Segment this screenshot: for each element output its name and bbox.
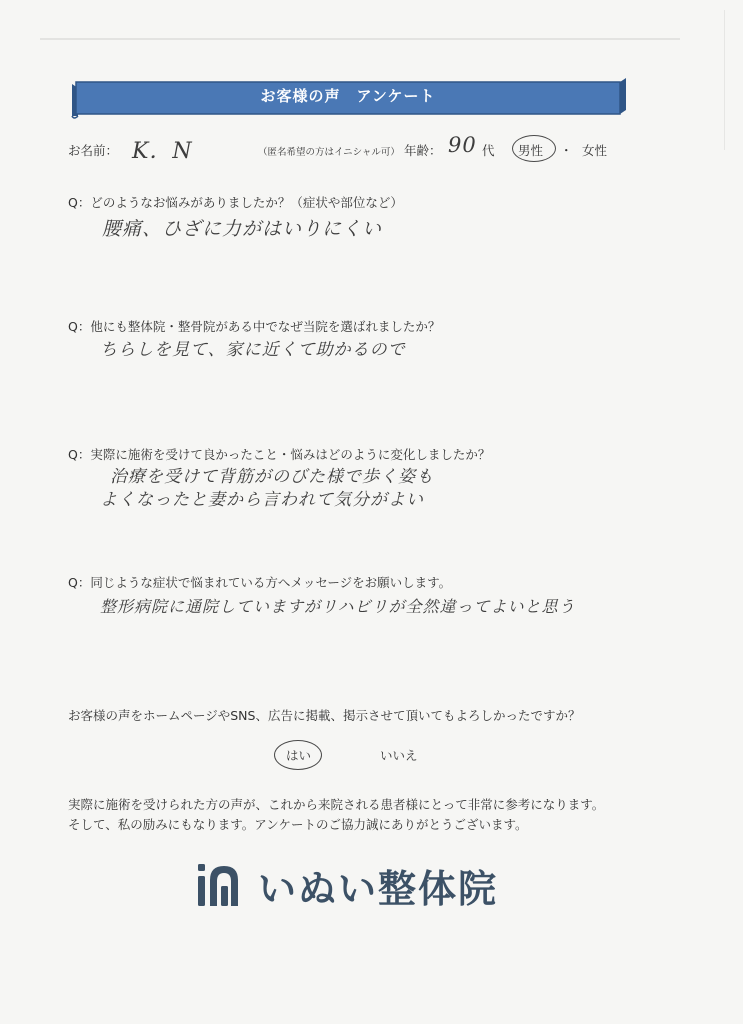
question-2: Q：他にも整体院・整骨院がある中でなぜ当院を選ばれましたか？ <box>68 319 441 334</box>
closing-line-1: 実際に施術を受けられた方の声が、これから来院される患者様にとって非常に参考になります。 <box>68 797 605 812</box>
answer-3-line-2: よくなったと妻から言われて気分がよい <box>100 490 424 510</box>
age-label: 年齢： <box>404 143 442 158</box>
closing-line-2: そして、私の励みにもなります。アンケートのご協力誠にありがとうございます。 <box>68 817 528 832</box>
answer-2-line-1: ちらしを見て、家に近くて助かるので <box>100 340 406 360</box>
question-1: Q：どのようなお悩みがありましたか？（症状や部位など） <box>68 195 403 210</box>
age-value: 90 <box>448 133 477 157</box>
answer-1-line-1: 腰痛、ひざに力がはいりにくい <box>102 218 383 240</box>
consent-no-option[interactable]: いいえ <box>380 748 418 763</box>
question-4: Q：同じような症状で悩まれている方へメッセージをお願いします。 <box>68 575 452 590</box>
gender-male-option[interactable]: 男性 <box>518 143 544 158</box>
name-label: お名前： <box>68 143 119 158</box>
title-banner <box>68 76 628 120</box>
consent-yes-option[interactable]: はい <box>286 748 312 763</box>
clinic-logo <box>196 858 536 914</box>
scan-edge <box>40 38 680 40</box>
name-note: （匿名希望の方はイニシャル可） <box>258 147 400 158</box>
clinic-name: いぬい整体院 <box>258 867 499 911</box>
clinic-logo-icon <box>196 860 244 910</box>
scan-edge <box>724 10 725 150</box>
page-title: お客様の声 アンケート <box>260 87 436 105</box>
gender-female-option[interactable]: 女性 <box>582 143 608 158</box>
age-unit: 代 <box>482 143 495 158</box>
answer-3-line-1: 治療を受けて背筋がのびた様で歩く姿も <box>110 467 434 487</box>
answer-4-line-1: 整形病院に通院していますがリハビリが全然違ってよいと思う <box>100 597 576 616</box>
name-value: K．N <box>132 139 193 164</box>
question-3: Q：実際に施術を受けて良かったこと・悩みはどのように変化しましたか？ <box>68 447 491 462</box>
consent-question: お客様の声をホームページやSNS、広告に掲載、掲示させて頂いてもよろしかったですか？ <box>68 708 581 723</box>
gender-separator: ・ <box>560 143 573 158</box>
